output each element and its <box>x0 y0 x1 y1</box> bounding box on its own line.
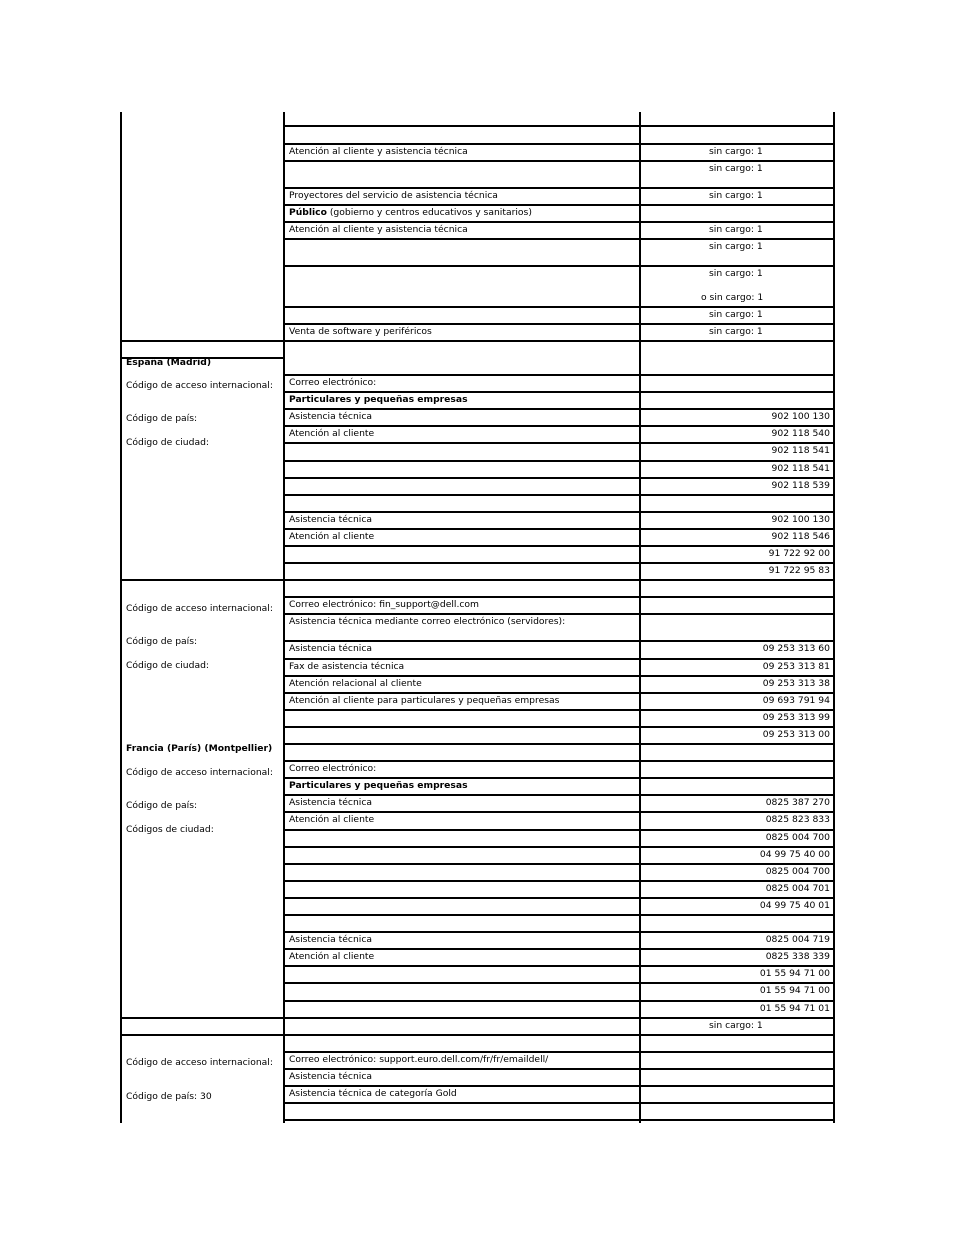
row-description-text: Asistencia técnica <box>289 797 373 808</box>
table-border <box>283 391 835 393</box>
row-description-text: Atención al cliente <box>289 951 375 962</box>
table-border <box>283 880 835 882</box>
phone-number: 0825 004 700 <box>765 832 830 843</box>
left-label: Código de ciudad: <box>126 660 210 671</box>
row-description <box>289 531 374 542</box>
phone-number: 902 100 130 <box>771 514 830 525</box>
table-border <box>283 160 835 162</box>
phone-number: 09 253 313 81 <box>762 661 830 672</box>
row-description <box>289 661 404 672</box>
table-border <box>120 1017 285 1019</box>
row-description <box>289 207 532 218</box>
table-border <box>283 425 835 427</box>
table-border <box>833 112 835 1123</box>
table-border <box>283 948 835 950</box>
phone-number: 902 118 540 <box>771 428 830 439</box>
row-description-text: Atención relacional al cliente <box>289 678 422 689</box>
left-label: Código de país: 30 <box>126 1091 212 1102</box>
row-description-text: (gobierno y centros educativos y sanitarios) <box>326 207 532 218</box>
country-name: España (Madrid) <box>126 357 212 368</box>
table-border <box>283 760 835 762</box>
row-description <box>289 814 374 825</box>
table-border <box>283 112 285 1123</box>
phone-number: 0825 387 270 <box>765 797 830 808</box>
phone-number: 09 253 313 38 <box>762 678 830 689</box>
toll-free-value: sin cargo: 1 <box>709 309 763 320</box>
table-border <box>120 340 285 342</box>
country-name: Francia (París) (Montpellier) <box>126 743 273 754</box>
left-label: Código de acceso internacional: <box>126 767 273 778</box>
table-border <box>283 221 835 223</box>
row-description-text: Asistencia técnica <box>289 643 373 654</box>
table-border <box>283 846 835 848</box>
table-border <box>283 340 835 342</box>
row-description <box>289 514 372 525</box>
table-border <box>283 965 835 967</box>
row-description-text: Asistencia técnica mediante correo electrónico (servidores): <box>289 616 566 627</box>
toll-free-value: sin cargo: 1 <box>709 326 763 337</box>
table-border <box>283 692 835 694</box>
table-border <box>283 1068 835 1070</box>
table-border <box>283 640 835 642</box>
table-border <box>283 982 835 984</box>
table-border <box>283 579 835 581</box>
table-border <box>283 863 835 865</box>
row-description-text: Correo electrónico: fin_support@dell.com <box>289 599 479 610</box>
row-description <box>289 780 468 791</box>
table-border <box>283 897 835 899</box>
row-description-text: Asistencia técnica <box>289 411 373 422</box>
table-border <box>283 408 835 410</box>
row-heading: Particulares y pequeñas empresas <box>289 394 468 405</box>
row-description-text: Asistencia técnica <box>289 1071 373 1082</box>
table-border <box>283 528 835 530</box>
left-label: Código de país: <box>126 636 198 647</box>
phone-number: 0825 823 833 <box>765 814 830 825</box>
phone-number: 04 99 75 40 01 <box>759 900 830 911</box>
row-description <box>289 616 565 627</box>
row-description <box>289 190 498 201</box>
left-label: Código de acceso internacional: <box>126 1057 273 1068</box>
row-description <box>289 695 559 706</box>
row-description <box>289 224 468 235</box>
row-description-text: Atención al cliente y asistencia técnica <box>289 146 468 157</box>
row-description-text: Correo electrónico: <box>289 377 377 388</box>
table-border <box>283 187 835 189</box>
table-border <box>283 709 835 711</box>
row-description-text: Atención al cliente <box>289 428 375 439</box>
row-description-text: Correo electrónico: <box>289 763 377 774</box>
table-border <box>283 511 835 513</box>
row-description <box>289 951 374 962</box>
phone-number: 09 253 313 00 <box>762 729 830 740</box>
toll-free-value: sin cargo: 1 <box>709 1020 763 1031</box>
table-border <box>283 675 835 677</box>
row-description-text: Fax de asistencia técnica <box>289 661 405 672</box>
row-description-text: Correo electrónico: support.euro.dell.com/fr/fr/emaildell/ <box>289 1054 549 1065</box>
row-description <box>289 1054 548 1065</box>
table-border <box>283 238 835 240</box>
table-border <box>283 374 835 376</box>
phone-number: 902 118 539 <box>771 480 830 491</box>
phone-number: 01 55 94 71 00 <box>759 968 830 979</box>
row-description-text: Proyectores del servicio de asistencia técnica <box>289 190 498 201</box>
row-description-text: Venta de software y periféricos <box>289 326 432 337</box>
row-description <box>289 678 422 689</box>
toll-free-value: sin cargo: 1 <box>709 190 763 201</box>
left-label: Código de ciudad: <box>126 437 210 448</box>
row-heading: Particulares y pequeñas empresas <box>289 780 468 791</box>
table-border <box>283 811 835 813</box>
toll-free-value: sin cargo: 1 <box>709 146 763 157</box>
row-description <box>289 643 372 654</box>
phone-number: 09 253 313 99 <box>762 712 830 723</box>
table-border <box>283 460 835 462</box>
table-border <box>120 579 285 581</box>
table-border <box>283 204 835 206</box>
table-border <box>283 1085 835 1087</box>
table-border <box>283 613 835 615</box>
toll-free-value: o sin cargo: 1 <box>701 292 764 303</box>
phone-number: 01 55 94 71 00 <box>759 985 830 996</box>
row-description <box>289 411 372 422</box>
phone-number: 91 722 92 00 <box>768 548 830 559</box>
table-border <box>283 494 835 496</box>
toll-free-value: sin cargo: 1 <box>709 163 763 174</box>
row-description <box>289 326 432 337</box>
left-label: Código de acceso internacional: <box>126 380 273 391</box>
row-description <box>289 797 372 808</box>
table-border <box>283 1000 835 1002</box>
table-border <box>120 112 122 1123</box>
row-description-text: Asistencia técnica <box>289 514 373 525</box>
row-description-text: Atención al cliente y asistencia técnica <box>289 224 468 235</box>
table-border <box>283 743 835 745</box>
row-description <box>289 1088 457 1099</box>
row-description-text: Atención al cliente <box>289 531 375 542</box>
row-description <box>289 428 374 439</box>
row-description-text: Asistencia técnica de categoría Gold <box>289 1088 457 1099</box>
row-description <box>289 1071 372 1082</box>
phone-number: 91 722 95 83 <box>768 565 830 576</box>
row-description <box>289 599 479 610</box>
toll-free-value: sin cargo: 1 <box>709 224 763 235</box>
left-label: Código de país: <box>126 800 198 811</box>
row-description-text: Asistencia técnica <box>289 934 373 945</box>
table-border <box>283 143 835 145</box>
table-border <box>283 1102 835 1104</box>
phone-number: 09 693 791 94 <box>762 695 830 706</box>
phone-number: 0825 004 700 <box>765 866 830 877</box>
phone-number: 0825 004 719 <box>765 934 830 945</box>
table-border <box>283 323 835 325</box>
phone-number: 01 55 94 71 01 <box>759 1003 830 1014</box>
table-border <box>283 931 835 933</box>
table-border <box>283 914 835 916</box>
phone-number: 902 100 130 <box>771 411 830 422</box>
toll-free-value: sin cargo: 1 <box>709 268 763 279</box>
table-border <box>283 306 835 308</box>
phone-number: 04 99 75 40 00 <box>759 849 830 860</box>
left-label: Código de país: <box>126 413 198 424</box>
row-description <box>289 934 372 945</box>
table-border <box>283 545 835 547</box>
table-border <box>120 1034 285 1036</box>
phone-number: 09 253 313 60 <box>762 643 830 654</box>
toll-free-value: sin cargo: 1 <box>709 241 763 252</box>
table-border <box>283 596 835 598</box>
table-border <box>283 265 835 267</box>
table-border <box>283 829 835 831</box>
phone-number: 902 118 541 <box>771 463 830 474</box>
row-heading: Público <box>289 207 327 218</box>
phone-number: 902 118 541 <box>771 445 830 456</box>
table-border <box>283 562 835 564</box>
table-border <box>283 442 835 444</box>
phone-number: 902 118 546 <box>771 531 830 542</box>
table-border <box>283 1017 835 1019</box>
table-border <box>283 1051 835 1053</box>
row-description <box>289 394 468 405</box>
row-description <box>289 763 376 774</box>
table-border <box>283 794 835 796</box>
table-border <box>283 658 835 660</box>
row-description-text: Atención al cliente <box>289 814 375 825</box>
table-border <box>283 1034 835 1036</box>
table-border <box>283 726 835 728</box>
phone-number: 0825 338 339 <box>765 951 830 962</box>
row-description <box>289 377 376 388</box>
table-border <box>283 1119 835 1121</box>
left-label: Código de acceso internacional: <box>126 603 273 614</box>
table-border <box>283 777 835 779</box>
table-border <box>283 477 835 479</box>
table-border <box>283 125 835 127</box>
left-label: Códigos de ciudad: <box>126 824 214 835</box>
row-description-text: Atención al cliente para particulares y pequeñas empresas <box>289 695 560 706</box>
table-border <box>639 112 641 1123</box>
row-description <box>289 146 468 157</box>
phone-number: 0825 004 701 <box>765 883 830 894</box>
